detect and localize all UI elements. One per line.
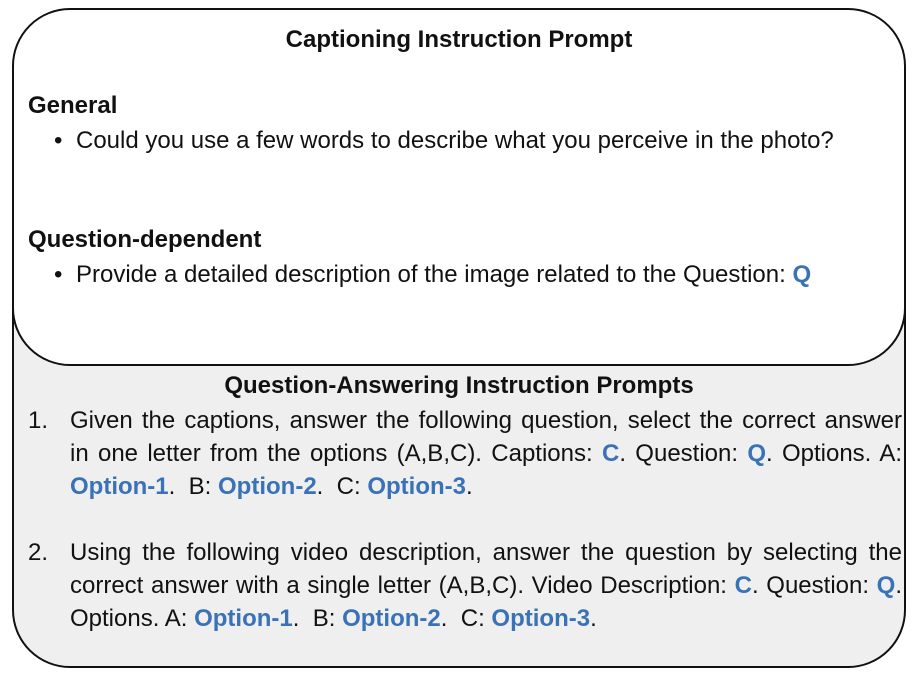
general-bullet-text: Could you use a few words to describe what you perceive in the photo?	[76, 127, 834, 154]
variable-option-1: Option-1	[194, 605, 293, 632]
qa-item-2	[28, 536, 902, 635]
variable-option-3: Option-3	[367, 473, 466, 500]
qa-item-body	[70, 404, 902, 503]
question-dependent-bullet-text: Provide a detailed description of the image related to the Question:	[76, 261, 793, 288]
qa-box-title: Question-Answering Instruction Prompts	[224, 372, 694, 399]
general-bullet	[54, 124, 884, 157]
qa-text: . Question:	[619, 440, 748, 467]
caption-prompt-box	[12, 8, 906, 366]
qa-text: . Options. A:	[70, 572, 902, 632]
question-dependent-bullet-body	[76, 258, 884, 291]
variable-q: Q	[792, 261, 812, 288]
question-dependent-heading: Question-dependent	[28, 226, 262, 253]
bullet-dot: •	[54, 127, 63, 154]
qa-text: .	[590, 605, 597, 632]
caption-box-title: Captioning Instruction Prompt	[285, 26, 633, 53]
variable-option-2: Option-2	[342, 605, 441, 632]
bullet-dot: •	[54, 261, 63, 288]
qa-text: . B:	[292, 605, 343, 632]
qa-text: . B:	[168, 473, 219, 500]
question-dependent-bullet	[54, 258, 884, 291]
qa-item-body	[70, 536, 902, 635]
variable-q: Q	[747, 440, 766, 467]
qa-item-number: 2.	[28, 539, 49, 566]
general-heading: General	[28, 92, 118, 119]
variable-option-3: Option-3	[491, 605, 591, 632]
qa-text: . Options. A:	[766, 440, 903, 467]
qa-text: Given the captions, answer the following question, select the correct answer in one letter from the options (A,B,C). Captions:	[70, 407, 902, 467]
qa-item-1	[28, 404, 902, 503]
qa-text: Using the following video description, answer the question by selecting the correct answer with a single letter (A,B,C). Video Description:	[70, 539, 902, 599]
variable-option-2: Option-2	[218, 473, 317, 500]
qa-text: .	[466, 473, 473, 500]
variable-q: Q	[876, 572, 896, 599]
variable-c: C	[734, 572, 752, 599]
qa-prompt-box	[12, 8, 906, 668]
qa-text: . Question:	[751, 572, 877, 599]
variable-option-1: Option-1	[70, 473, 169, 500]
qa-text: . C:	[440, 605, 492, 632]
qa-item-number: 1.	[28, 407, 49, 434]
variable-c: C	[601, 440, 620, 467]
qa-text: . C:	[316, 473, 368, 500]
